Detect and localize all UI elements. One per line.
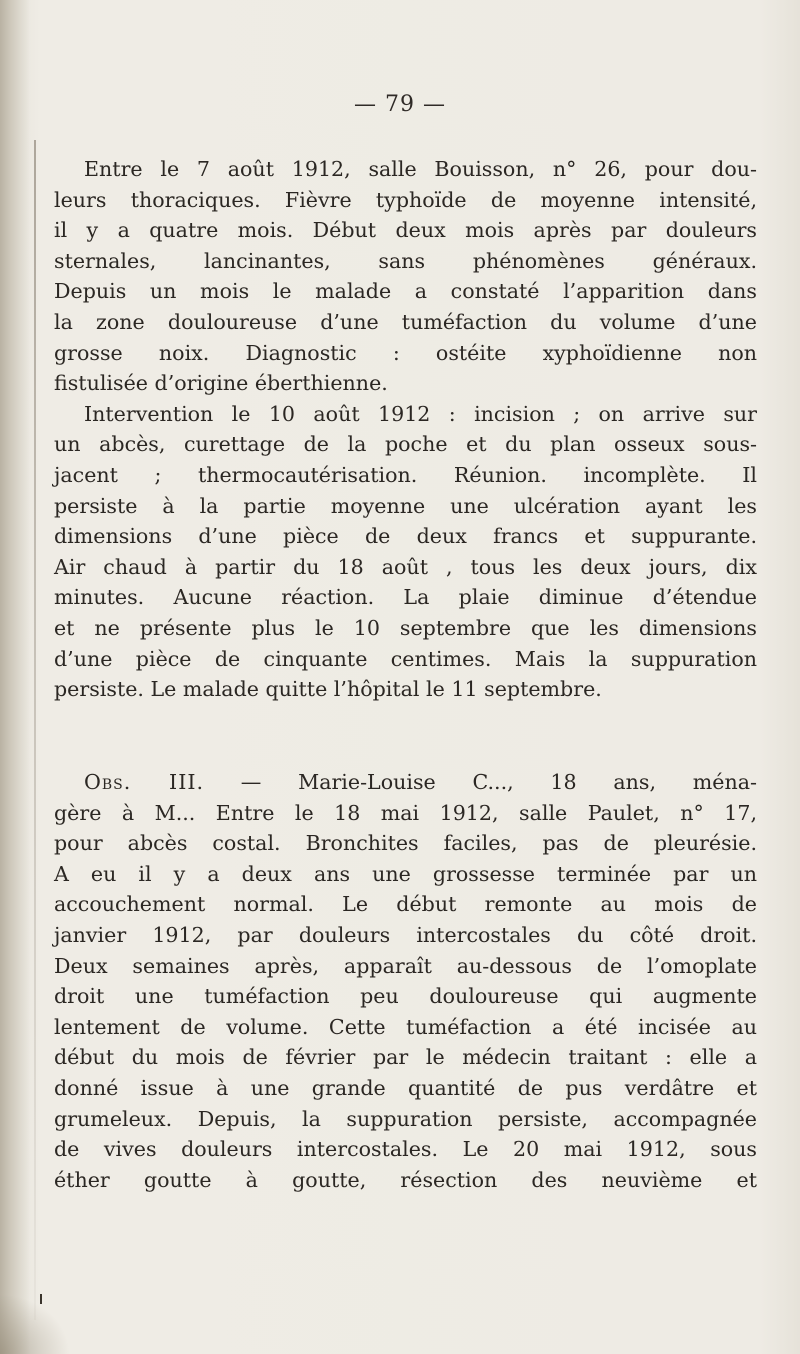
text-line: un abcès, curettage de la poche et du plan osseux sous- (54, 432, 757, 457)
text-line: donné issue à une grande quantité de pus verdâtre et (54, 1075, 757, 1100)
text-line: Depuis un mois le malade a constaté l’apparition dans (54, 279, 757, 304)
text-line: fistulisée d’origine éberthienne. (54, 371, 388, 396)
margin-line (34, 140, 36, 1320)
paragraph-2 (54, 399, 757, 705)
text-line: la zone douloureuse d’une tuméfaction du volume d’une (54, 309, 757, 334)
text-block-upper (54, 154, 757, 705)
text-line: dimensions d’une pièce de deux francs et suppurante. (54, 524, 757, 549)
paragraph-3 (54, 767, 757, 1195)
obs-label: Obs. III. (84, 770, 205, 794)
text-line: sternales, lancinantes, sans phénomènes généraux. (54, 248, 757, 273)
text-line: persiste. Le malade quitte l’hôpital le 11 septembre. (54, 677, 602, 702)
text-line: d’une pièce de cinquante centimes. Mais la suppuration (54, 646, 757, 671)
text-line: il y a quatre mois. Début deux mois après par douleurs (54, 218, 757, 243)
text-line: minutes. Aucune réaction. La plaie diminue d’étendue (54, 585, 757, 610)
text-line: grumeleux. Depuis, la suppuration persiste, accompagnée (54, 1106, 757, 1131)
text-line: lentement de volume. Cette tuméfaction a été incisée au (54, 1014, 757, 1039)
text-line: Deux semaines après, apparaît au-dessous de l’omoplate (54, 953, 757, 978)
obs-heading-rest: — Marie-Louise C..., 18 ans, ména- (204, 770, 757, 794)
binding-edge (0, 0, 30, 1354)
text-line: accouchement normal. Le début remonte au mois de (54, 892, 757, 917)
text-line: et ne présente plus le 10 septembre que les dimensions (54, 615, 757, 640)
text-line: droit une tuméfaction peu douloureuse qui augmente (54, 984, 757, 1009)
text-line: jacent ; thermocautérisation. Réunion. incomplète. Il (54, 462, 757, 487)
text-line: grosse noix. Diagnostic : ostéite xyphoïdienne non (54, 340, 757, 365)
text-line: de vives douleurs intercostales. Le 20 mai 1912, sous (54, 1137, 757, 1162)
text-line: leurs thoraciques. Fièvre typhoïde de moyenne intensité, (54, 187, 757, 212)
text-line: gère à M... Entre le 18 mai 1912, salle Paulet, n° 17, (54, 800, 757, 825)
text-line: persiste à la partie moyenne une ulcération ayant les (54, 493, 757, 518)
text-line: Entre le 7 août 1912, salle Bouisson, n° 26, pour dou- (84, 157, 757, 181)
stray-ink-mark (40, 1294, 42, 1304)
text-line: début du mois de février par le médecin traitant : elle a (54, 1045, 757, 1070)
page-number: — 79 — (354, 92, 446, 117)
text-line: Intervention le 10 août 1912 : incision ; on arrive sur (84, 401, 757, 426)
paragraph-1 (54, 154, 757, 399)
obs-heading-line (54, 767, 757, 798)
corner-shadow (0, 1294, 70, 1354)
text-line: Air chaud à partir du 18 août , tous les deux jours, dix (54, 554, 757, 579)
text-line: janvier 1912, par douleurs intercostales du côté droit. (54, 922, 757, 947)
text-line: A eu il y a deux ans une grossesse terminée par un (54, 861, 757, 886)
text-line: pour abcès costal. Bronchites faciles, pas de pleurésie. (54, 831, 757, 856)
text-block-observation (54, 767, 757, 1195)
text-line: éther goutte à goutte, résection des neuvième et (54, 1167, 757, 1192)
